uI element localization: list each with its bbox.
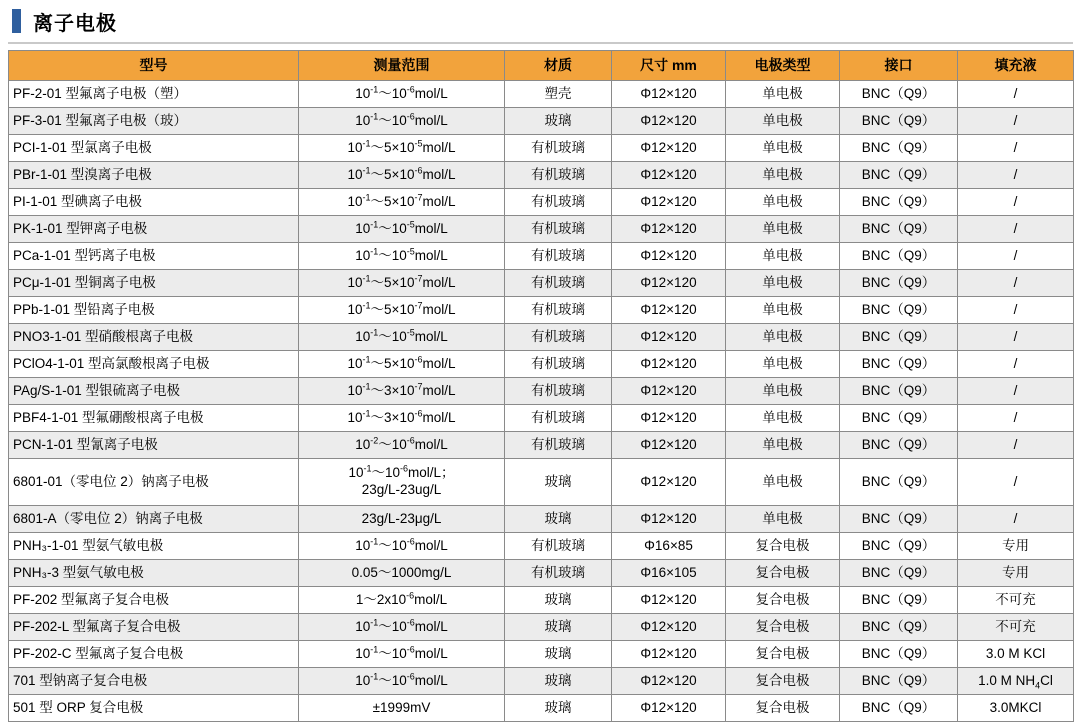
- table-row: [9, 695, 1074, 722]
- cell-electrode-type: 单电极: [726, 189, 840, 216]
- cell-range: 0.05～1000mg/L: [299, 560, 505, 587]
- cell-model: PCμ-1-01 型铜离子电极: [9, 270, 299, 297]
- page-title-bar: [0, 0, 1081, 42]
- col-header-range: 测量范围: [299, 51, 505, 81]
- cell-range: $10^{-1}\sim 5\times 10^{-6}mol/L$: [299, 162, 505, 189]
- cell-range: $10^{-1}\sim 5\times 10^{-6}mol/L$: [299, 351, 505, 378]
- cell-electrode-type: 单电极: [726, 351, 840, 378]
- cell-size: Φ12×120: [612, 668, 726, 695]
- cell-electrode-type: 单电极: [726, 405, 840, 432]
- cell-connector: BNC（Q9）: [840, 506, 958, 533]
- cell-material: 有机玻璃: [505, 432, 612, 459]
- table-row: [9, 668, 1074, 695]
- cell-range: $10^{-1}\sim 10^{-5}mol/L$: [299, 324, 505, 351]
- cell-connector: BNC（Q9）: [840, 297, 958, 324]
- col-header-size: 尺寸 mm: [612, 51, 726, 81]
- cell-connector: BNC（Q9）: [840, 189, 958, 216]
- cell-filling-solution: 3.0 M KCl: [958, 641, 1074, 668]
- table-row: [9, 432, 1074, 459]
- cell-electrode-type: 单电极: [726, 378, 840, 405]
- cell-size: Φ16×85: [612, 533, 726, 560]
- cell-size: Φ12×120: [612, 297, 726, 324]
- cell-model: PAg/S-1-01 型银硫离子电极: [9, 378, 299, 405]
- cell-size: Φ12×120: [612, 189, 726, 216]
- cell-filling-solution: 3.0MKCl: [958, 695, 1074, 722]
- cell-connector: BNC（Q9）: [840, 216, 958, 243]
- table-row: [9, 533, 1074, 560]
- col-header-filling-solution: 填充液: [958, 51, 1074, 81]
- cell-filling-solution: /: [958, 405, 1074, 432]
- cell-size: Φ12×120: [612, 614, 726, 641]
- table-head: [9, 51, 1074, 81]
- table-row: [9, 135, 1074, 162]
- cell-material: 有机玻璃: [505, 533, 612, 560]
- cell-material: 有机玻璃: [505, 378, 612, 405]
- cell-electrode-type: 单电极: [726, 81, 840, 108]
- cell-size: Φ12×120: [612, 695, 726, 722]
- table-row: [9, 297, 1074, 324]
- cell-model: PBr-1-01 型溴离子电极: [9, 162, 299, 189]
- cell-model: 701 型钠离子复合电极: [9, 668, 299, 695]
- cell-range: $10^{-1}\sim 10^{-6}mol/L$: [299, 614, 505, 641]
- cell-electrode-type: 复合电极: [726, 614, 840, 641]
- cell-size: Φ12×120: [612, 108, 726, 135]
- cell-model: PBF4-1-01 型氟硼酸根离子电极: [9, 405, 299, 432]
- table-row: [9, 81, 1074, 108]
- cell-connector: BNC（Q9）: [840, 243, 958, 270]
- cell-model: 6801-A（零电位 2）钠离子电极: [9, 506, 299, 533]
- cell-model: PClO4-1-01 型高氯酸根离子电极: [9, 351, 299, 378]
- cell-model: PNO3-1-01 型硝酸根离子电极: [9, 324, 299, 351]
- cell-filling-solution: /: [958, 189, 1074, 216]
- col-header-material: 材质: [505, 51, 612, 81]
- cell-filling-solution: 专用: [958, 560, 1074, 587]
- cell-filling-solution: /: [958, 270, 1074, 297]
- cell-connector: BNC（Q9）: [840, 108, 958, 135]
- cell-model: PNH₃-3 型氨气敏电极: [9, 560, 299, 587]
- cell-filling-solution: /: [958, 432, 1074, 459]
- ion-electrode-spec-table: [8, 50, 1074, 722]
- cell-material: 玻璃: [505, 641, 612, 668]
- cell-electrode-type: 单电极: [726, 506, 840, 533]
- page-title: 离子电极: [33, 12, 117, 35]
- cell-filling-solution: 1.0 M $NH_4Cl$: [958, 668, 1074, 695]
- cell-size: Φ12×120: [612, 162, 726, 189]
- cell-electrode-type: 单电极: [726, 135, 840, 162]
- table-row: [9, 506, 1074, 533]
- cell-filling-solution: /: [958, 459, 1074, 506]
- cell-filling-solution: /: [958, 297, 1074, 324]
- cell-range: $10^{-1}\sim 5\times 10^{-7}mol/L$: [299, 189, 505, 216]
- cell-electrode-type: 复合电极: [726, 641, 840, 668]
- cell-connector: BNC（Q9）: [840, 81, 958, 108]
- table-row: [9, 378, 1074, 405]
- cell-material: 玻璃: [505, 459, 612, 506]
- cell-size: Φ12×120: [612, 506, 726, 533]
- cell-model: PI-1-01 型碘离子电极: [9, 189, 299, 216]
- cell-connector: BNC（Q9）: [840, 668, 958, 695]
- cell-model: PCa-1-01 型钙离子电极: [9, 243, 299, 270]
- cell-material: 有机玻璃: [505, 351, 612, 378]
- cell-size: Φ12×120: [612, 324, 726, 351]
- cell-range: $10^{-2}\sim 10^{-6}mol/L$: [299, 432, 505, 459]
- table-row: [9, 614, 1074, 641]
- spec-table-wrap: [0, 44, 1081, 722]
- cell-model: PF-202-C 型氟离子复合电极: [9, 641, 299, 668]
- cell-range: 23g/L-23μg/L: [299, 506, 505, 533]
- cell-range: $10^{-1}\sim 10^{-6}mol/L$: [299, 668, 505, 695]
- cell-filling-solution: 不可充: [958, 614, 1074, 641]
- cell-material: 玻璃: [505, 668, 612, 695]
- cell-model: PNH₃-1-01 型氨气敏电极: [9, 533, 299, 560]
- cell-range: $10^{-1}\sim 3\times 10^{-6}mol/L$: [299, 405, 505, 432]
- table-row: [9, 243, 1074, 270]
- cell-model: PCN-1-01 型氰离子电极: [9, 432, 299, 459]
- cell-model: 6801-01（零电位 2）钠离子电极: [9, 459, 299, 506]
- cell-filling-solution: /: [958, 81, 1074, 108]
- table-row: [9, 351, 1074, 378]
- cell-electrode-type: 复合电极: [726, 668, 840, 695]
- cell-filling-solution: 专用: [958, 533, 1074, 560]
- cell-filling-solution: /: [958, 108, 1074, 135]
- cell-model: PCI-1-01 型氯离子电极: [9, 135, 299, 162]
- table-row: [9, 189, 1074, 216]
- table-body: [9, 81, 1074, 722]
- cell-filling-solution: /: [958, 162, 1074, 189]
- cell-size: Φ12×120: [612, 81, 726, 108]
- cell-filling-solution: /: [958, 216, 1074, 243]
- cell-material: 有机玻璃: [505, 324, 612, 351]
- cell-connector: BNC（Q9）: [840, 162, 958, 189]
- cell-size: Φ12×120: [612, 270, 726, 297]
- cell-connector: BNC（Q9）: [840, 270, 958, 297]
- cell-size: Φ12×120: [612, 587, 726, 614]
- cell-material: 有机玻璃: [505, 270, 612, 297]
- cell-filling-solution: /: [958, 378, 1074, 405]
- cell-filling-solution: /: [958, 135, 1074, 162]
- title-accent-bar: [12, 9, 21, 33]
- cell-size: Φ12×120: [612, 216, 726, 243]
- table-row: [9, 405, 1074, 432]
- cell-material: 有机玻璃: [505, 162, 612, 189]
- cell-electrode-type: 单电极: [726, 216, 840, 243]
- cell-material: 塑壳: [505, 81, 612, 108]
- cell-connector: BNC（Q9）: [840, 614, 958, 641]
- cell-material: 有机玻璃: [505, 243, 612, 270]
- cell-range: $10^{-1}\sim 10^{-6}mol/L$: [299, 641, 505, 668]
- col-header-electrode-type: 电极类型: [726, 51, 840, 81]
- cell-electrode-type: 复合电极: [726, 560, 840, 587]
- cell-connector: BNC（Q9）: [840, 641, 958, 668]
- cell-electrode-type: 单电极: [726, 324, 840, 351]
- cell-model: PK-1-01 型钾离子电极: [9, 216, 299, 243]
- cell-material: 有机玻璃: [505, 297, 612, 324]
- cell-material: 有机玻璃: [505, 560, 612, 587]
- cell-model: PF-3-01 型氟离子电极（玻）: [9, 108, 299, 135]
- table-row: [9, 641, 1074, 668]
- cell-range: $10^{-1}\sim 10^{-6}mol/L$: [299, 108, 505, 135]
- cell-range: $10^{-1}\sim 10^{-5}mol/L$: [299, 216, 505, 243]
- cell-model: PF-202 型氟离子复合电极: [9, 587, 299, 614]
- cell-range: ±1999mV: [299, 695, 505, 722]
- cell-range: $1\sim 2x10^{-6}mol/L$: [299, 587, 505, 614]
- cell-model: PF-202-L 型氟离子复合电极: [9, 614, 299, 641]
- cell-connector: BNC（Q9）: [840, 533, 958, 560]
- cell-material: 玻璃: [505, 108, 612, 135]
- table-row: [9, 108, 1074, 135]
- cell-connector: BNC（Q9）: [840, 324, 958, 351]
- cell-electrode-type: 复合电极: [726, 587, 840, 614]
- cell-size: Φ12×120: [612, 243, 726, 270]
- col-header-model: 型号: [9, 51, 299, 81]
- cell-connector: BNC（Q9）: [840, 351, 958, 378]
- cell-material: 有机玻璃: [505, 189, 612, 216]
- cell-connector: BNC（Q9）: [840, 405, 958, 432]
- cell-model: PF-2-01 型氟离子电极（塑）: [9, 81, 299, 108]
- table-row: [9, 270, 1074, 297]
- table-row: [9, 216, 1074, 243]
- cell-material: 玻璃: [505, 587, 612, 614]
- cell-range: $10^{-1}\sim 10^{-6}mol/L$: [299, 533, 505, 560]
- col-header-connector: 接口: [840, 51, 958, 81]
- cell-connector: BNC（Q9）: [840, 560, 958, 587]
- cell-filling-solution: /: [958, 506, 1074, 533]
- cell-range: $10^{-1}\sim 5\times 10^{-5}mol/L$: [299, 135, 505, 162]
- cell-connector: BNC（Q9）: [840, 587, 958, 614]
- table-row: [9, 560, 1074, 587]
- cell-filling-solution: /: [958, 243, 1074, 270]
- cell-electrode-type: 复合电极: [726, 533, 840, 560]
- cell-range: $10^{-1}\sim 10^{-6}mol/L$； 23g/L-23ug/L: [299, 459, 505, 506]
- cell-electrode-type: 单电极: [726, 243, 840, 270]
- cell-size: Φ12×120: [612, 459, 726, 506]
- cell-model: 501 型 ORP 复合电极: [9, 695, 299, 722]
- cell-size: Φ16×105: [612, 560, 726, 587]
- cell-electrode-type: 单电极: [726, 108, 840, 135]
- cell-size: Φ12×120: [612, 641, 726, 668]
- cell-connector: BNC（Q9）: [840, 432, 958, 459]
- table-row: [9, 324, 1074, 351]
- cell-filling-solution: /: [958, 351, 1074, 378]
- cell-electrode-type: 单电极: [726, 162, 840, 189]
- cell-model: PPb-1-01 型铅离子电极: [9, 297, 299, 324]
- cell-filling-solution: 不可充: [958, 587, 1074, 614]
- cell-connector: BNC（Q9）: [840, 135, 958, 162]
- cell-range: $10^{-1}\sim 10^{-5}mol/L$: [299, 243, 505, 270]
- cell-electrode-type: 单电极: [726, 270, 840, 297]
- cell-connector: BNC（Q9）: [840, 378, 958, 405]
- cell-connector: BNC（Q9）: [840, 695, 958, 722]
- cell-material: 有机玻璃: [505, 405, 612, 432]
- cell-material: 玻璃: [505, 695, 612, 722]
- cell-range: $10^{-1}\sim 3\times 10^{-7}mol/L$: [299, 378, 505, 405]
- cell-material: 有机玻璃: [505, 216, 612, 243]
- table-row: [9, 459, 1074, 506]
- cell-range: $10^{-1}\sim 10^{-6}mol/L$: [299, 81, 505, 108]
- cell-filling-solution: /: [958, 324, 1074, 351]
- cell-electrode-type: 单电极: [726, 432, 840, 459]
- cell-material: 有机玻璃: [505, 135, 612, 162]
- cell-electrode-type: 单电极: [726, 459, 840, 506]
- cell-connector: BNC（Q9）: [840, 459, 958, 506]
- cell-size: Φ12×120: [612, 378, 726, 405]
- cell-size: Φ12×120: [612, 432, 726, 459]
- table-header-row: [9, 51, 1074, 81]
- cell-electrode-type: 复合电极: [726, 695, 840, 722]
- cell-size: Φ12×120: [612, 405, 726, 432]
- cell-material: 玻璃: [505, 614, 612, 641]
- cell-size: Φ12×120: [612, 135, 726, 162]
- cell-range: $10^{-1}\sim 5\times 10^{-7}mol/L$: [299, 297, 505, 324]
- cell-electrode-type: 单电极: [726, 297, 840, 324]
- cell-range: $10^{-1}\sim 5\times 10^{-7}mol/L$: [299, 270, 505, 297]
- table-row: [9, 162, 1074, 189]
- cell-size: Φ12×120: [612, 351, 726, 378]
- table-row: [9, 587, 1074, 614]
- cell-material: 玻璃: [505, 506, 612, 533]
